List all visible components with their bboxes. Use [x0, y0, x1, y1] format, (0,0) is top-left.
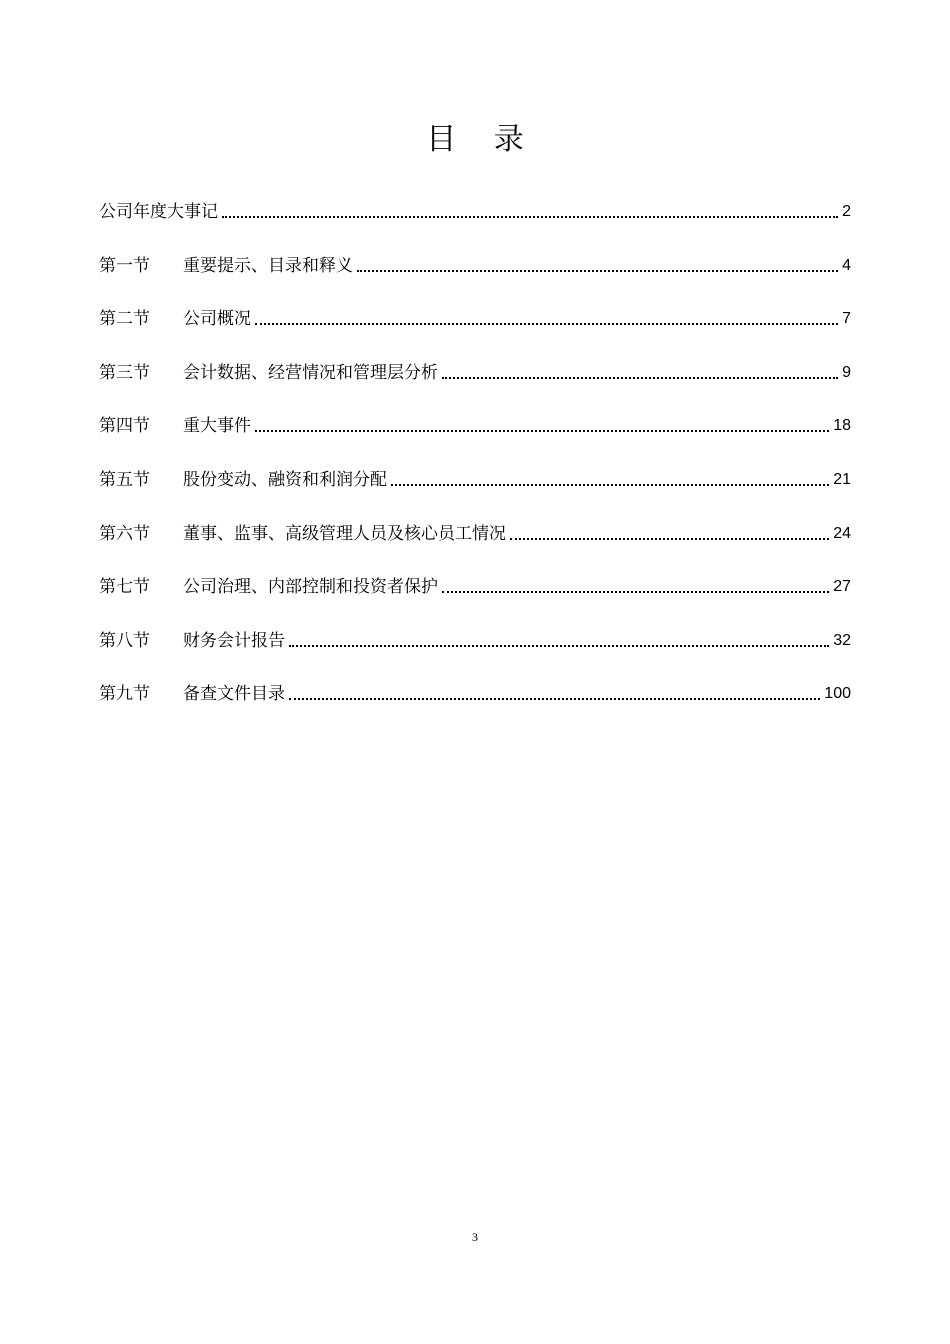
toc-entry-page: 2	[842, 203, 851, 220]
toc-entry-section-2[interactable]	[99, 297, 851, 331]
toc-entry-label: 公司年度大事记	[99, 202, 218, 222]
toc-entry-section: 第九节	[99, 684, 150, 705]
toc-dot-leader	[357, 269, 838, 272]
table-of-contents	[99, 190, 851, 726]
page-title: 目 录	[426, 122, 538, 157]
toc-entry-page: 4	[842, 256, 851, 274]
toc-entry-section: 第五节	[99, 469, 150, 490]
toc-entry-label: 重要提示、目录和释义	[183, 255, 353, 276]
toc-entry-section-1[interactable]	[99, 244, 851, 278]
toc-entry-label: 公司治理、内部控制和投资者保护	[183, 577, 438, 598]
toc-dot-leader	[255, 322, 838, 325]
toc-entry-label: 股份变动、融资和利润分配	[183, 469, 387, 490]
toc-entry-section: 第一节	[99, 255, 150, 276]
toc-dot-leader	[510, 537, 829, 540]
toc-entry-page: 18	[833, 417, 851, 435]
toc-entry-chronicle[interactable]	[99, 190, 851, 224]
toc-dot-leader	[289, 697, 820, 700]
toc-entry-label: 备查文件目录	[183, 684, 285, 705]
toc-entry-section-4[interactable]	[99, 404, 851, 438]
toc-entry-label: 财务会计报告	[183, 630, 285, 651]
toc-entry-section: 第八节	[99, 630, 150, 651]
toc-entry-section: 第三节	[99, 362, 150, 383]
toc-entry-page: 9	[842, 363, 851, 381]
toc-entry-section: 第二节	[99, 309, 150, 330]
toc-dot-leader	[442, 376, 838, 379]
toc-dot-leader	[255, 429, 829, 432]
toc-dot-leader	[442, 590, 829, 593]
toc-entry-section: 第四节	[99, 416, 150, 437]
toc-entry-section-7[interactable]	[99, 565, 851, 599]
page-number: 3	[472, 1230, 478, 1244]
toc-entry-page: 21	[833, 470, 851, 488]
toc-entry-page: 32	[833, 631, 851, 649]
toc-entry-page: 100	[824, 685, 851, 703]
toc-entry-label: 董事、监事、高级管理人员及核心员工情况	[183, 523, 506, 544]
toc-dot-leader	[222, 215, 838, 218]
toc-dot-leader	[391, 483, 829, 486]
toc-entry-page: 24	[833, 524, 851, 542]
toc-entry-label: 会计数据、经营情况和管理层分析	[183, 362, 438, 383]
toc-entry-section-5[interactable]	[99, 458, 851, 492]
toc-entry-section-9[interactable]	[99, 672, 851, 706]
toc-entry-page: 27	[833, 578, 851, 596]
toc-entry-section: 第六节	[99, 523, 150, 544]
toc-entry-label: 公司概况	[183, 309, 251, 330]
toc-entry-section-3[interactable]	[99, 351, 851, 385]
toc-entry-label: 重大事件	[183, 416, 251, 437]
toc-entry-page: 7	[842, 310, 851, 328]
toc-dot-leader	[289, 644, 829, 647]
toc-entry-section-8[interactable]	[99, 619, 851, 653]
toc-entry-section: 第七节	[99, 577, 150, 598]
toc-entry-section-6[interactable]	[99, 512, 851, 546]
